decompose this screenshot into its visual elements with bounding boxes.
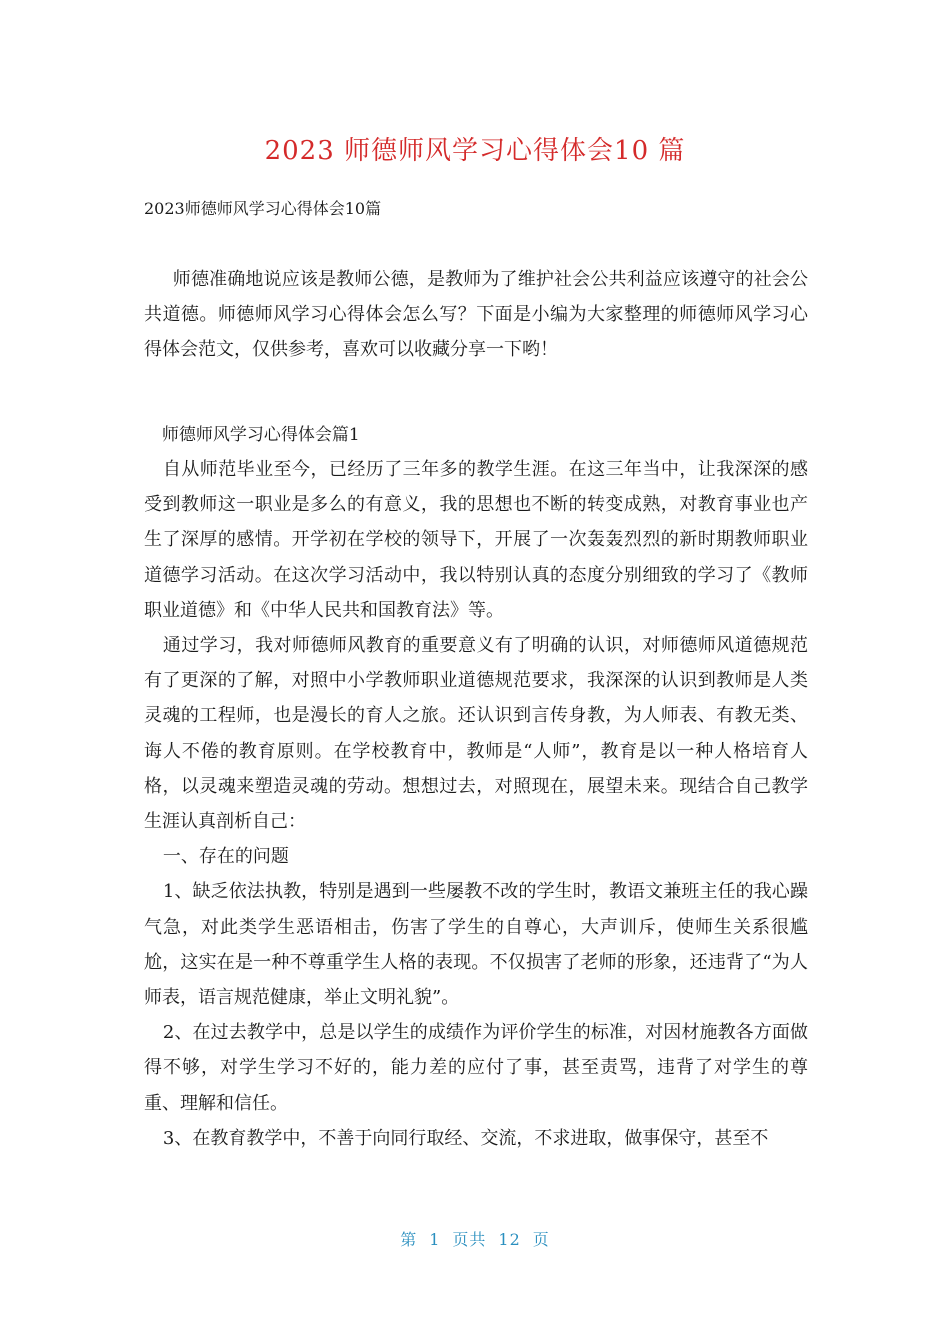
document-subtitle: 2023师德师风学习心得体会10篇 <box>144 199 382 218</box>
page-label-prefix: 第 <box>400 1230 418 1249</box>
page-label-suffix: 页 <box>532 1230 550 1249</box>
intro-paragraph: 师德准确地说应该是教师公德，是教师为了维护社会公共利益应该遵守的社会公共道德。师德师风学习心得体会怎么写？下面是小编为大家整理的师德师风学习心得体会范文，仅供参考，喜欢可以收藏分享一下哟！ <box>144 269 808 361</box>
body-paragraph: 自从师范毕业至今，已经历了三年多的教学生涯。在这三年当中，让我深深的感受到教师这一职业是多么的有意义，我的思想也不断的转变成熟，对教育事业也产生了深厚的感情。开学初在学校的领导下，开展了一次轰轰烈烈的新时期教师职业道德学习活动。在这次学习活动中，我以特别认真的态度分别细致的学习了《教师职业道德》和《中华人民共和国教育法》等。 <box>144 459 808 621</box>
total-pages-number: 12 <box>498 1230 521 1249</box>
section-heading: 师德师风学习心得体会篇1 <box>161 425 360 445</box>
article-body <box>144 418 808 1156</box>
page-footer <box>0 1227 950 1250</box>
body-paragraph: 通过学习，我对师德师风教育的重要意义有了明确的认识，对师德师风道德规范有了更深的了解，对照中小学教师职业道德规范要求，我深深的认识到教师是人类灵魂的工程师，也是漫长的育人之旅。还认识到言传身教，为人师表、有教无类、诲人不倦的教育原则。在学校教育中，教师是“人师”，教育是以一种人格培育人格，以灵魂来塑造灵魂的劳动。想想过去，对照现在，展望未来。现结合自己教学生涯认真剖析自己： <box>144 635 808 833</box>
body-paragraph: 3、在教育教学中，不善于向同行取经、交流，不求进取，做事保守，甚至不 <box>162 1127 769 1149</box>
page-label-mid: 页共 <box>452 1230 487 1249</box>
body-paragraph-heading: 一、存在的问题 <box>162 846 289 868</box>
document-title: 2023 师德师风学习心得体会10 篇 <box>264 136 686 166</box>
intro-block <box>144 262 808 368</box>
body-paragraph: 2、在过去教学中，总是以学生的成绩作为评价学生的标准，对因材施教各方面做得不够，对学生学习不好的，能力差的应付了事，甚至责骂，违背了对学生的尊重、理解和信任。 <box>144 1022 808 1114</box>
current-page-number: 1 <box>429 1230 441 1249</box>
body-paragraph: 1、缺乏依法执教，特别是遇到一些屡教不改的学生时，教语文兼班主任的我心躁气急，对此类学生恶语相击，伤害了学生的自尊心，大声训斥，使师生关系很尴尬，这实在是一种不尊重学生人格的表现。不仅损害了老师的形象，还违背了“为人师表，语言规范健康，举止文明礼貌”。 <box>144 881 808 1009</box>
